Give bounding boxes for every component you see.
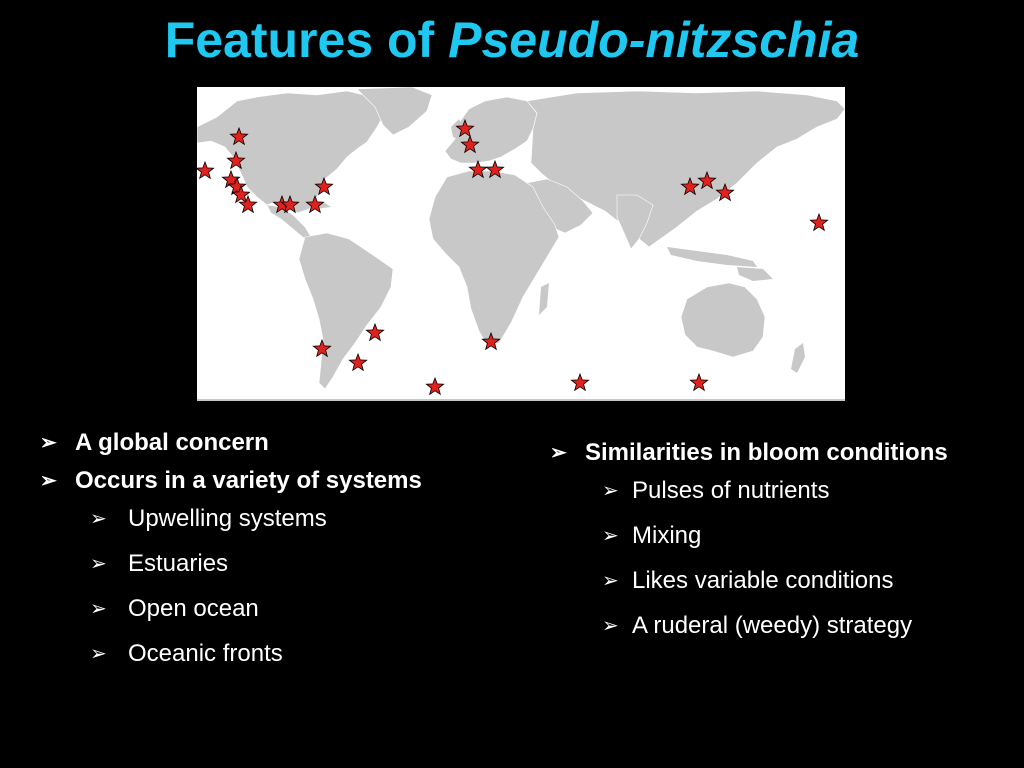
title-prefix: Features of bbox=[164, 12, 449, 68]
bullet-arrow-icon: ➢ bbox=[40, 470, 57, 492]
red-star-icon bbox=[810, 214, 827, 230]
subbullet-oceanic-fronts bbox=[40, 637, 460, 671]
bullet-arrow-icon: ➢ bbox=[40, 432, 57, 454]
red-star-icon bbox=[366, 324, 383, 340]
subbullet-nutrients bbox=[550, 474, 1010, 508]
world-map-svg bbox=[197, 87, 845, 401]
bullet-arrow-icon: ➢ bbox=[602, 480, 619, 502]
bullet-arrow-icon: ➢ bbox=[90, 643, 107, 665]
bullet-arrow-icon: ➢ bbox=[602, 570, 619, 592]
subbullet-ruderal-strategy bbox=[550, 609, 1010, 643]
bullet-arrow-icon: ➢ bbox=[602, 525, 619, 547]
new-zealand bbox=[791, 343, 805, 373]
bullet-arrow-icon: ➢ bbox=[550, 442, 567, 464]
red-star-icon bbox=[426, 378, 443, 394]
bullet-bloom-conditions bbox=[550, 436, 1010, 470]
subbullet-estuaries bbox=[40, 547, 460, 581]
subbullet-open-ocean bbox=[40, 592, 460, 626]
new-guinea bbox=[737, 267, 773, 281]
bullet-arrow-icon: ➢ bbox=[90, 553, 107, 575]
bullet-text: Mixing bbox=[632, 522, 702, 549]
north-america bbox=[197, 91, 387, 213]
bullet-text: Estuaries bbox=[128, 550, 229, 577]
indonesia bbox=[667, 247, 757, 267]
right-bullet-list bbox=[550, 436, 1010, 654]
australia bbox=[681, 283, 765, 357]
title-genus: Pseudo-nitzschia bbox=[448, 12, 860, 68]
bullet-text: Upwelling systems bbox=[128, 505, 327, 532]
bullet-global-concern bbox=[40, 426, 460, 460]
land-masses bbox=[197, 87, 845, 401]
bullet-text: Oceanic fronts bbox=[128, 640, 283, 667]
bullet-text: Occurs in a variety of systems bbox=[75, 467, 422, 494]
subbullet-variable-conditions bbox=[550, 564, 1010, 598]
bullet-text: A global concern bbox=[75, 429, 269, 456]
left-bullet-list bbox=[40, 426, 460, 682]
bullet-text: Open ocean bbox=[128, 595, 259, 622]
subbullet-mixing bbox=[550, 519, 1010, 553]
bullet-arrow-icon: ➢ bbox=[602, 615, 619, 637]
bullet-text: Likes variable conditions bbox=[632, 567, 894, 594]
red-star-icon bbox=[349, 354, 366, 370]
slide-title bbox=[0, 8, 1024, 72]
bullet-text: Pulses of nutrients bbox=[632, 477, 830, 504]
red-star-icon bbox=[571, 374, 588, 390]
bullet-text: Similarities in bloom conditions bbox=[585, 439, 948, 466]
bullet-arrow-icon: ➢ bbox=[90, 508, 107, 530]
south-america bbox=[299, 233, 393, 389]
antarctica bbox=[197, 399, 845, 401]
world-map bbox=[197, 87, 845, 401]
bullet-arrow-icon: ➢ bbox=[90, 598, 107, 620]
bullet-text: A ruderal (weedy) strategy bbox=[632, 612, 913, 639]
bullet-variety-of-systems bbox=[40, 464, 460, 498]
red-star-icon bbox=[197, 162, 214, 178]
red-star-icon bbox=[690, 374, 707, 390]
madagascar bbox=[539, 283, 549, 315]
subbullet-upwelling bbox=[40, 502, 460, 536]
